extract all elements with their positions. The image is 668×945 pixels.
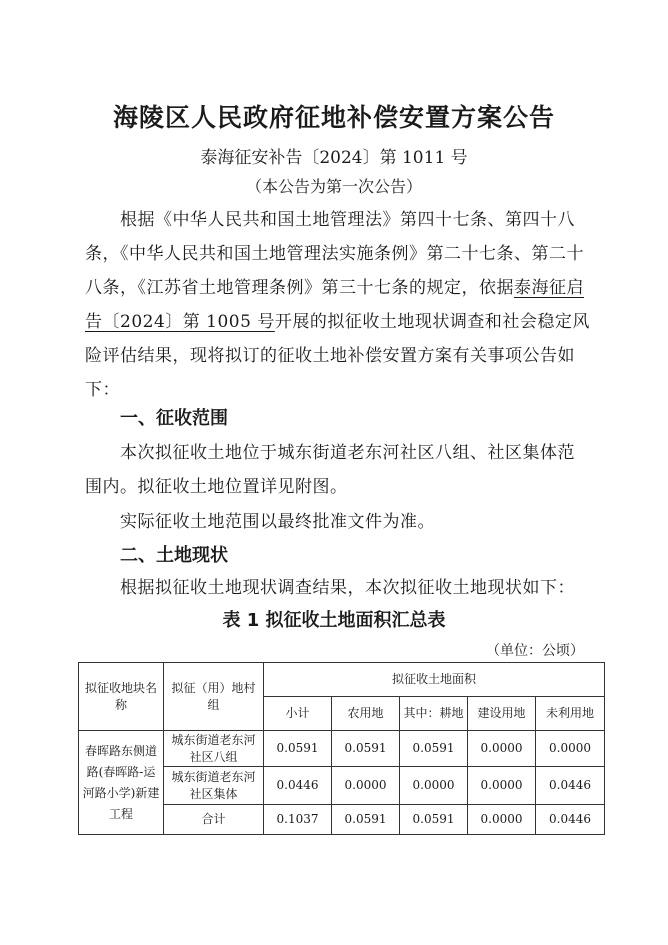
- section1-heading: 一、征收范围: [120, 408, 228, 429]
- value-cell: 0.0591: [264, 731, 332, 767]
- block-name-cell: 春晖路东侧道路(春晖路-运河路小学)新建工程: [79, 731, 164, 835]
- value-cell: 0.0591: [332, 805, 400, 835]
- intro-paragraph: [85, 203, 590, 407]
- value-cell: 0.0000: [468, 767, 536, 805]
- intro-text-2: 开展的拟征收土地现状调查和社会稳定风险评估结果，现将拟订的征收土地补偿安置方案有关事项公告如下：: [85, 312, 590, 400]
- col-unused: 未利用地: [536, 697, 605, 731]
- section2-paragraph1: 根据拟征收土地现状调查结果，本次拟征收土地现状如下：: [120, 578, 575, 598]
- section2-heading: 二、土地现状: [120, 545, 228, 566]
- total-label-cell: 合计: [164, 805, 264, 835]
- value-cell: 0.0446: [264, 767, 332, 805]
- col-agricultural: 农用地: [332, 697, 400, 731]
- value-cell: 0.0446: [536, 767, 605, 805]
- group-cell: 城东街道老东河社区八组: [164, 731, 264, 767]
- table-unit: （单位：公顷）: [486, 643, 584, 659]
- intro-text-1: 根据《中华人民共和国土地管理法》第四十七条、第四十八条，《中华人民共和国土地管理法实施条例》第二十七条、第二十八条，《江苏省土地管理条例》第三十七条的规定，依据: [85, 210, 584, 298]
- header-block-name: 拟征收地块名称: [79, 663, 164, 731]
- value-cell: 0.0000: [468, 731, 536, 767]
- document-number: 泰海征安补告〔2024〕第 1011 号: [200, 148, 468, 168]
- value-cell: 0.0000: [332, 767, 400, 805]
- header-village-group: 拟征（用）地村组: [164, 663, 264, 731]
- header-area: 拟征收土地面积: [264, 663, 605, 697]
- value-cell: 0.0591: [332, 731, 400, 767]
- col-subtotal: 小计: [264, 697, 332, 731]
- notice-type: （本公告为第一次公告）: [245, 177, 422, 196]
- value-cell: 0.1037: [264, 805, 332, 835]
- page-title: 海陵区人民政府征地补偿安置方案公告: [112, 103, 555, 132]
- land-area-table: [78, 662, 605, 835]
- value-cell: 0.0446: [536, 805, 605, 835]
- value-cell: 0.0591: [400, 731, 468, 767]
- reference-document: 泰海征启告〔2024〕第 1005 号: [85, 278, 584, 332]
- group-cell: 城东街道老东河社区集体: [164, 767, 264, 805]
- table-title: 表 1 拟征收土地面积汇总表: [222, 610, 446, 631]
- value-cell: 0.0591: [400, 805, 468, 835]
- section1-paragraph1: 本次拟征收土地位于城东街道老东河社区八组、社区集体范围内。拟征收土地位置详见附图。: [85, 443, 575, 497]
- value-cell: 0.0000: [400, 767, 468, 805]
- table-row: [79, 731, 605, 767]
- col-arable: 其中：耕地: [400, 697, 468, 731]
- section1-paragraph2: 实际征收土地范围以最终批准文件为准。: [120, 512, 435, 532]
- col-construction: 建设用地: [468, 697, 536, 731]
- value-cell: 0.0000: [536, 731, 605, 767]
- value-cell: 0.0000: [468, 805, 536, 835]
